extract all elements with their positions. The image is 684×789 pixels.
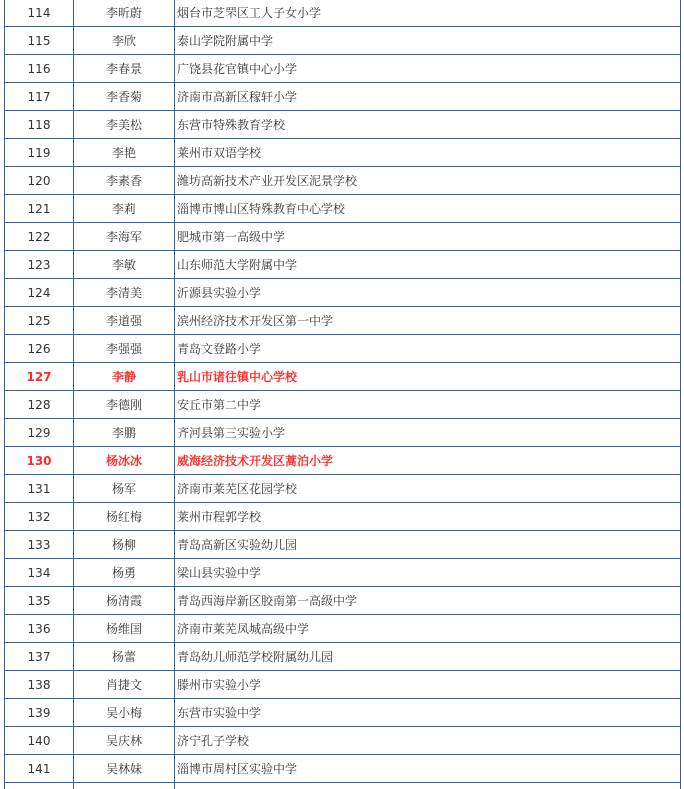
- person-name-cell: 杨柳: [74, 531, 175, 559]
- table-row: [5, 755, 681, 783]
- school-name-cell: 齐河县第三实验小学: [175, 419, 681, 447]
- table-row: [5, 139, 681, 167]
- person-name-cell: 李强强: [74, 335, 175, 363]
- table-row: [5, 475, 681, 503]
- row-number-cell: 120: [5, 167, 74, 195]
- table-row: [5, 391, 681, 419]
- row-number-cell: 117: [5, 83, 74, 111]
- person-name-cell: 李香菊: [74, 83, 175, 111]
- school-name-cell: 烟台市芝罘区工人子女小学: [175, 0, 681, 27]
- person-name-cell: 李欣: [74, 27, 175, 55]
- row-number-cell: 135: [5, 587, 74, 615]
- table-row: [5, 27, 681, 55]
- person-name-cell: 李春景: [74, 55, 175, 83]
- roster-sheet: [4, 0, 680, 789]
- row-number-cell: 127: [5, 363, 74, 391]
- school-name-cell: 广饶县花官镇中心小学: [175, 55, 681, 83]
- school-name-cell: 肥城市第一高级中学: [175, 223, 681, 251]
- school-name-cell: 沂源县实验小学: [175, 279, 681, 307]
- row-number-cell: 118: [5, 111, 74, 139]
- school-name-cell: 青岛西海岸新区胶南第一高级中学: [175, 587, 681, 615]
- person-name-cell: 杨清霞: [74, 587, 175, 615]
- table-row: [5, 195, 681, 223]
- person-name-cell: 李清美: [74, 279, 175, 307]
- table-row: [5, 335, 681, 363]
- person-name-cell: 李鹏: [74, 419, 175, 447]
- table-row: [5, 83, 681, 111]
- school-name-cell: 山东师范大学附属中学: [175, 251, 681, 279]
- person-name-cell: 李美松: [74, 111, 175, 139]
- person-name-cell: 吴林妹: [74, 755, 175, 783]
- row-number-cell: 129: [5, 419, 74, 447]
- school-name-cell: 威海经济技术开发区蒿泊小学: [175, 447, 681, 475]
- row-number-cell: 139: [5, 699, 74, 727]
- table-row: [5, 615, 681, 643]
- person-name-cell: 杨维国: [74, 615, 175, 643]
- person-name-cell: 李莉: [74, 195, 175, 223]
- row-number-cell: 121: [5, 195, 74, 223]
- person-name-cell: 杨红梅: [74, 503, 175, 531]
- row-number-cell: 138: [5, 671, 74, 699]
- roster-table-body: [5, 0, 681, 789]
- table-row: [5, 167, 681, 195]
- roster-table: [4, 0, 681, 789]
- person-name-cell: 吴小梅: [74, 699, 175, 727]
- person-name-cell: 李德刚: [74, 391, 175, 419]
- row-number-cell: 140: [5, 727, 74, 755]
- school-name-cell: 济宁孔子学校: [175, 727, 681, 755]
- table-row-highlighted: [5, 447, 681, 475]
- person-name-cell: 杨军: [74, 475, 175, 503]
- row-number-cell: 114: [5, 0, 74, 27]
- table-row: [5, 699, 681, 727]
- person-name-cell: 杨蕾: [74, 643, 175, 671]
- table-row: [5, 503, 681, 531]
- table-row: [5, 307, 681, 335]
- table-row: [5, 223, 681, 251]
- row-number-cell: 116: [5, 55, 74, 83]
- row-number-cell: 130: [5, 447, 74, 475]
- table-row: [5, 419, 681, 447]
- person-name-cell: 李道强: [74, 307, 175, 335]
- person-name-cell: 肖捷文: [74, 671, 175, 699]
- school-name-cell: 安丘市第二中学: [175, 391, 681, 419]
- school-name-cell: 乳山市诸往镇中心学校: [175, 363, 681, 391]
- school-name-cell: 东营市特殊教育学校: [175, 111, 681, 139]
- row-number-cell: 137: [5, 643, 74, 671]
- school-name-cell: 梁山县实验中学: [175, 559, 681, 587]
- school-name-cell: 济南市莱芜区花园学校: [175, 475, 681, 503]
- school-name-cell: 泰山学院附属中学: [175, 27, 681, 55]
- row-number-cell: 136: [5, 615, 74, 643]
- school-name-cell: 青岛高新区实验幼儿园: [175, 531, 681, 559]
- table-row: [5, 111, 681, 139]
- row-number-cell: 126: [5, 335, 74, 363]
- table-row: [5, 671, 681, 699]
- person-name-cell: 杨勇: [74, 559, 175, 587]
- table-row: [5, 279, 681, 307]
- row-number-cell: 134: [5, 559, 74, 587]
- row-number-cell: 141: [5, 755, 74, 783]
- school-name-cell: 青岛幼儿师范学校附属幼儿园: [175, 643, 681, 671]
- person-name-cell: 李敏: [74, 251, 175, 279]
- school-name-cell: 滕州市实验小学: [175, 671, 681, 699]
- person-name-cell: 吴庆林: [74, 727, 175, 755]
- row-number-cell: 124: [5, 279, 74, 307]
- table-row: [5, 559, 681, 587]
- school-name-cell: 莱州市双语学校: [175, 139, 681, 167]
- school-name-cell: 济南市莱芜凤城高级中学: [175, 615, 681, 643]
- person-name-cell: 杨冰冰: [74, 447, 175, 475]
- person-name-cell: 李昕蔚: [74, 0, 175, 27]
- school-name-cell: 淄博市周村区实验中学: [175, 755, 681, 783]
- row-number-cell: 122: [5, 223, 74, 251]
- person-name-cell: 李海军: [74, 223, 175, 251]
- table-row: [5, 587, 681, 615]
- table-row: [5, 727, 681, 755]
- row-number-cell: 125: [5, 307, 74, 335]
- row-number-cell: 115: [5, 27, 74, 55]
- row-number-cell: 123: [5, 251, 74, 279]
- person-name-cell: 李素香: [74, 167, 175, 195]
- row-number-cell: 132: [5, 503, 74, 531]
- table-row-highlighted: [5, 363, 681, 391]
- table-row: [5, 55, 681, 83]
- table-row: [5, 251, 681, 279]
- row-number-cell: 128: [5, 391, 74, 419]
- person-name-cell: 李静: [74, 363, 175, 391]
- row-number-cell: 133: [5, 531, 74, 559]
- school-name-cell: 东营市实验中学: [175, 699, 681, 727]
- person-name-cell: 李艳: [74, 139, 175, 167]
- table-row: [5, 531, 681, 559]
- school-name-cell: 济南市高新区稼轩小学: [175, 83, 681, 111]
- school-name-cell: 滨州经济技术开发区第一中学: [175, 307, 681, 335]
- school-name-cell: 淄博市博山区特殊教育中心学校: [175, 195, 681, 223]
- school-name-cell: 青岛文登路小学: [175, 335, 681, 363]
- school-name-cell: 潍坊高新技术产业开发区泥景学校: [175, 167, 681, 195]
- school-name-cell: 莱州市程郭学校: [175, 503, 681, 531]
- table-row: [5, 0, 681, 27]
- table-row: [5, 643, 681, 671]
- row-number-cell: 131: [5, 475, 74, 503]
- row-number-cell: 119: [5, 139, 74, 167]
